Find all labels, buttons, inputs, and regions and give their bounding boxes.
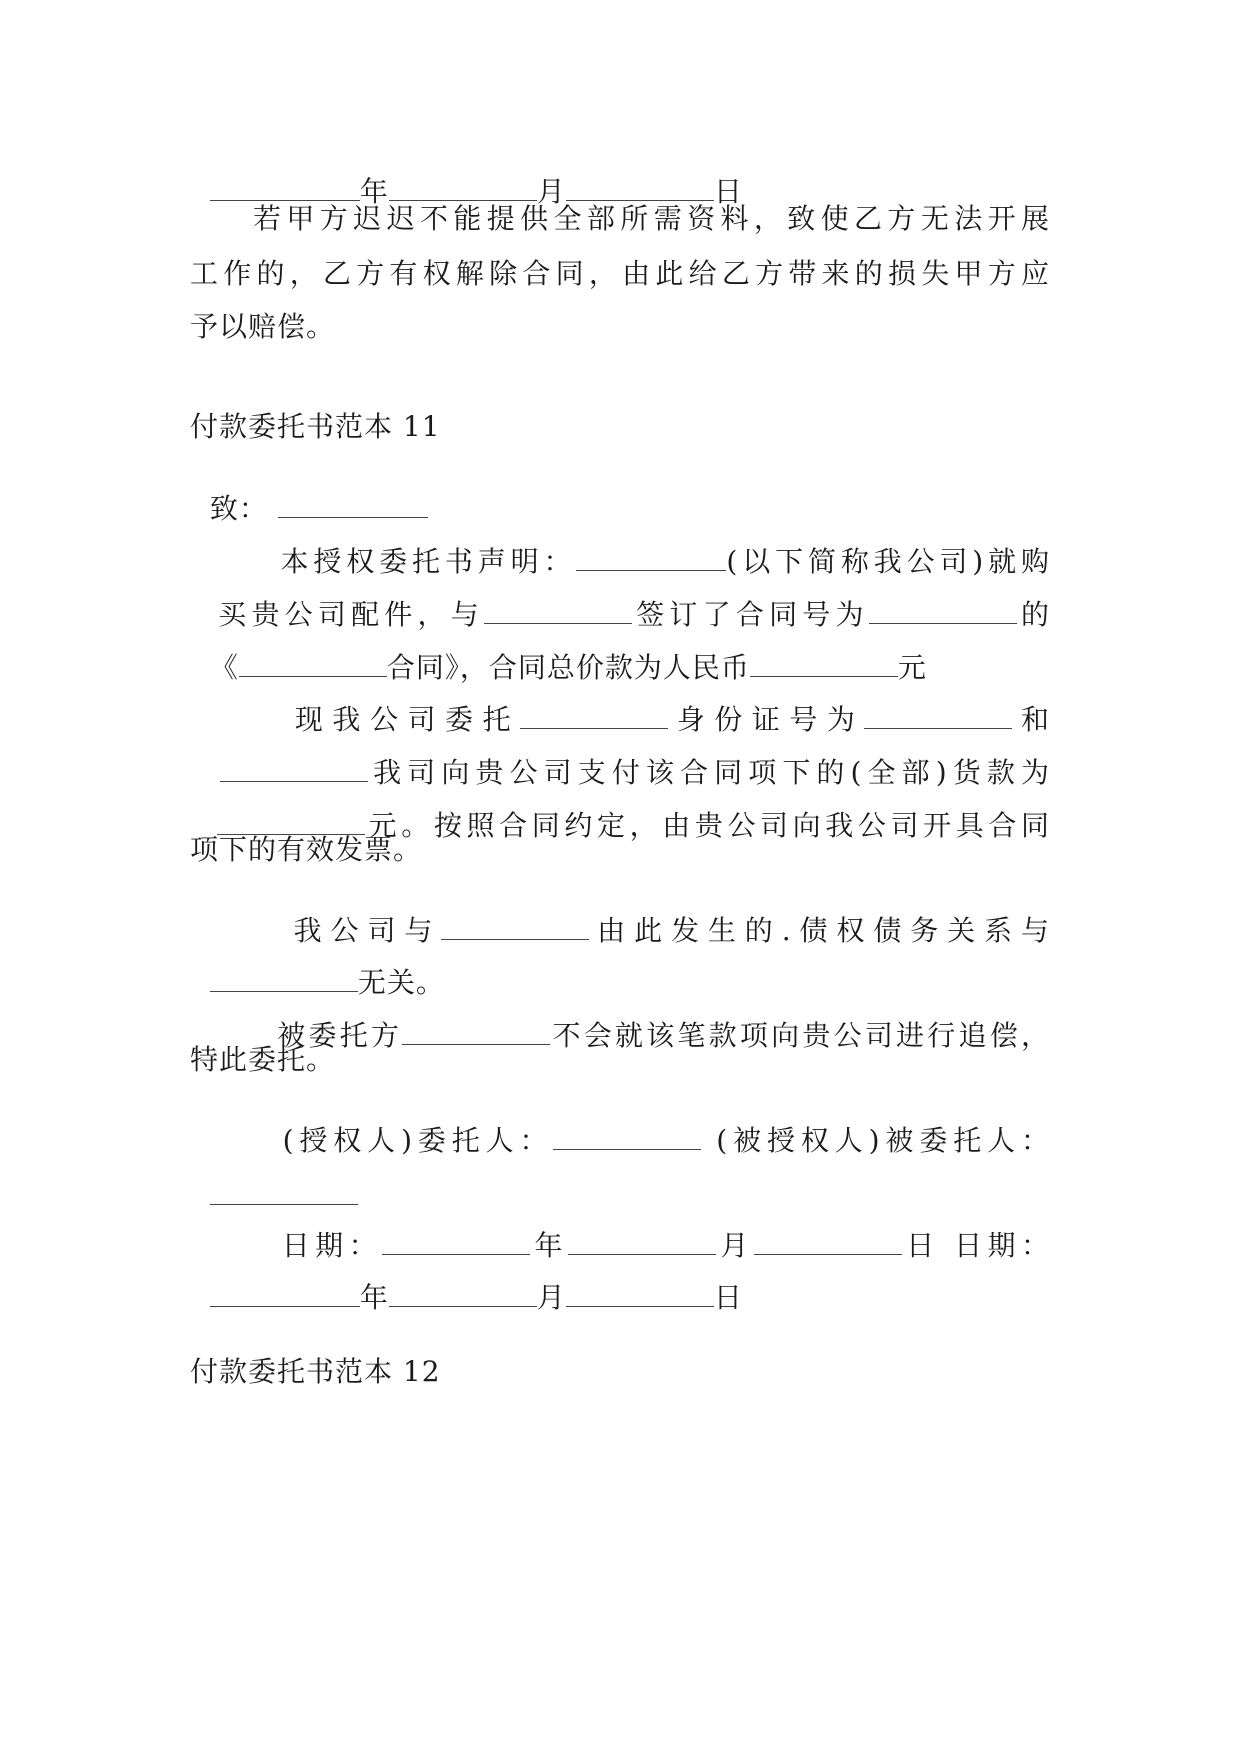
section-heading-11: 付款委托书范本 11: [190, 410, 441, 443]
blank-field[interactable]: [568, 1232, 716, 1255]
blank-field[interactable]: [239, 654, 387, 677]
blank-field[interactable]: [217, 812, 365, 835]
paragraph-line: 我司向贵公司支付该合同项下的(全部)货款为: [190, 731, 1050, 787]
id-number-field[interactable]: [864, 706, 1012, 729]
blank-field[interactable]: [754, 1232, 902, 1255]
blank-field[interactable]: [402, 1022, 550, 1045]
paragraph-line: 买贵公司配件，与 签订了合同号为 的: [218, 598, 1050, 631]
section-heading-12: 付款委托书范本 12: [190, 1355, 441, 1388]
paragraph-line: 工作的，乙方有权解除合同，由此给乙方带来的损失甲方应: [190, 257, 1050, 290]
signature-line: (授权人)委托人： (被授权人)被委托人：: [282, 1124, 1050, 1157]
agent-field[interactable]: [210, 1182, 358, 1205]
date-line-top: 年 月 日: [190, 150, 743, 206]
blank-field[interactable]: [441, 917, 589, 940]
paragraph-line: 《 合同》，合同总价款为人民币 元: [209, 651, 927, 684]
blank-field[interactable]: [220, 759, 368, 782]
addressee-field[interactable]: [278, 495, 428, 518]
paragraph-line: 元。按照合同约定，由贵公司向我公司开具合同: [190, 784, 1050, 840]
blank-field[interactable]: [210, 1284, 360, 1307]
blank-field[interactable]: [576, 548, 726, 571]
paragraph-line: 本授权委托书声明： (以下简称我公司)就购: [280, 545, 1050, 578]
contract-number-field[interactable]: [869, 601, 1017, 624]
date-line: 年 月 日: [190, 1256, 743, 1312]
amount-field[interactable]: [750, 654, 898, 677]
blank-field[interactable]: [566, 178, 714, 201]
blank-field[interactable]: [389, 1284, 537, 1307]
paragraph-line: 项下的有效发票。: [190, 833, 423, 866]
blank-field[interactable]: [210, 178, 360, 201]
paragraph-line: 特此委托。: [190, 1043, 336, 1076]
blank-field[interactable]: [520, 706, 668, 729]
blank-field[interactable]: [484, 601, 632, 624]
date-line: 日期： 年 月 日 日期：: [281, 1229, 1050, 1262]
addressee-line: 致：: [190, 467, 428, 523]
principal-field[interactable]: [553, 1127, 701, 1150]
paragraph-line: 予以赔偿。: [190, 310, 336, 343]
paragraph-line: 无关。: [190, 941, 445, 997]
blank-field[interactable]: [566, 1284, 714, 1307]
paragraph-line: 若甲方迟迟不能提供全部所需资料，致使乙方无法开展: [253, 202, 1050, 235]
paragraph-line: 我公司与 由此发生的.债权债务关系与: [293, 914, 1050, 947]
blank-field[interactable]: [389, 178, 537, 201]
paragraph-line: 现我公司委托 身份证号为 和: [294, 703, 1050, 736]
paragraph-line: 被委托方 不会就该笔款项向贵公司进行追偿，: [277, 1019, 1050, 1052]
blank-field[interactable]: [382, 1232, 530, 1255]
blank-field[interactable]: [210, 969, 358, 992]
signature-continuation: [190, 1154, 358, 1210]
